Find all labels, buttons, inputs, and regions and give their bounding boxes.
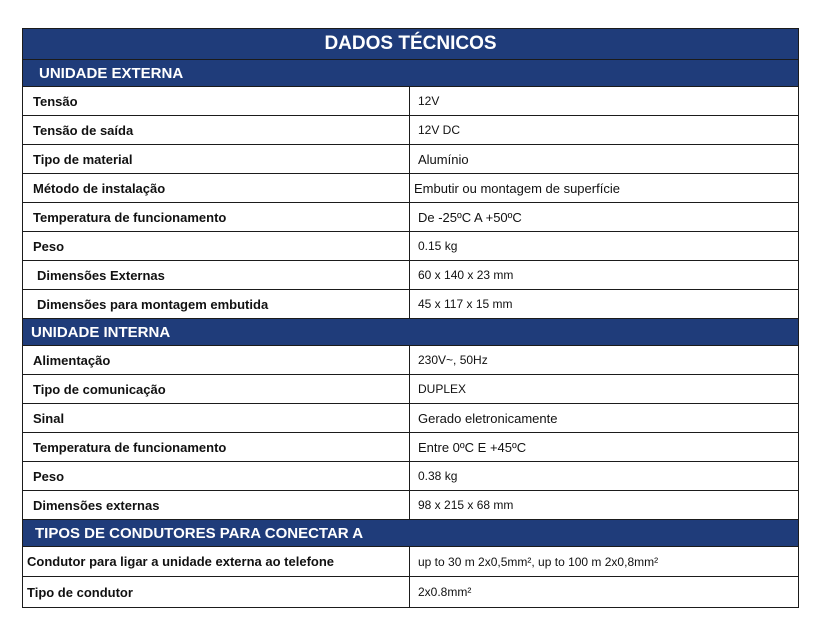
- table-row: [23, 547, 798, 577]
- row-label: Dimensões externas: [23, 491, 410, 519]
- row-label: Condutor para ligar a unidade externa ao telefone: [23, 547, 410, 576]
- row-label: Tipo de condutor: [23, 577, 410, 607]
- row-value: Gerado eletronicamente: [418, 410, 558, 426]
- section-heading-external-unit: UNIDADE EXTERNA: [23, 60, 798, 87]
- row-value: Entre 0ºC E +45ºC: [418, 439, 527, 455]
- row-value: Embutir ou montagem de superfície: [414, 180, 620, 196]
- table-row: [23, 232, 798, 261]
- table-row: [23, 462, 798, 491]
- section-heading-internal-unit: UNIDADE INTERNA: [23, 319, 798, 346]
- table-row: [23, 577, 798, 607]
- row-value: 2x0.8mm²: [418, 585, 472, 599]
- row-label: Tensão: [23, 87, 410, 115]
- row-label: Dimensões para montagem embutida: [23, 290, 410, 318]
- row-value: 12V: [418, 94, 440, 108]
- table-row: [23, 433, 798, 462]
- table-row: [23, 404, 798, 433]
- row-value: DUPLEX: [418, 382, 467, 396]
- row-label: Método de instalação: [23, 174, 410, 202]
- table-row: [23, 116, 798, 145]
- row-value: up to 30 m 2x0,5mm², up to 100 m 2x0,8mm²: [418, 554, 659, 569]
- row-label: Temperatura de funcionamento: [23, 433, 410, 461]
- table-row: [23, 174, 798, 203]
- row-value: 230V~, 50Hz: [418, 353, 488, 367]
- table-row: [23, 346, 798, 375]
- table-row: [23, 375, 798, 404]
- table-row: [23, 290, 798, 319]
- table-title: DADOS TÉCNICOS: [23, 29, 798, 60]
- row-label: Tipo de comunicação: [23, 375, 410, 403]
- table-row: [23, 203, 798, 232]
- row-label: Tensão de saída: [23, 116, 410, 144]
- row-value: 12V DC: [418, 123, 461, 137]
- row-label: Tipo de material: [23, 145, 410, 173]
- row-label: Sinal: [23, 404, 410, 432]
- row-label: Dimensões Externas: [23, 261, 410, 289]
- table-row: [23, 261, 798, 290]
- row-value: 0.38 kg: [418, 469, 458, 483]
- table-row: [23, 145, 798, 174]
- row-value: 45 x 117 x 15 mm: [418, 297, 513, 311]
- row-label: Alimentação: [23, 346, 410, 374]
- row-value: De -25ºC A +50ºC: [418, 209, 522, 225]
- row-value: 98 x 215 x 68 mm: [418, 498, 514, 512]
- row-label: Peso: [23, 462, 410, 490]
- row-label: Peso: [23, 232, 410, 260]
- row-value: 0.15 kg: [418, 239, 458, 253]
- row-label: Temperatura de funcionamento: [23, 203, 410, 231]
- table-row: [23, 491, 798, 520]
- technical-data-table: [22, 28, 799, 608]
- row-value: 60 x 140 x 23 mm: [418, 268, 514, 282]
- table-row: [23, 87, 798, 116]
- section-heading-conductor-types: TIPOS DE CONDUTORES PARA CONECTAR A: [23, 520, 798, 547]
- row-value: Alumínio: [418, 151, 469, 167]
